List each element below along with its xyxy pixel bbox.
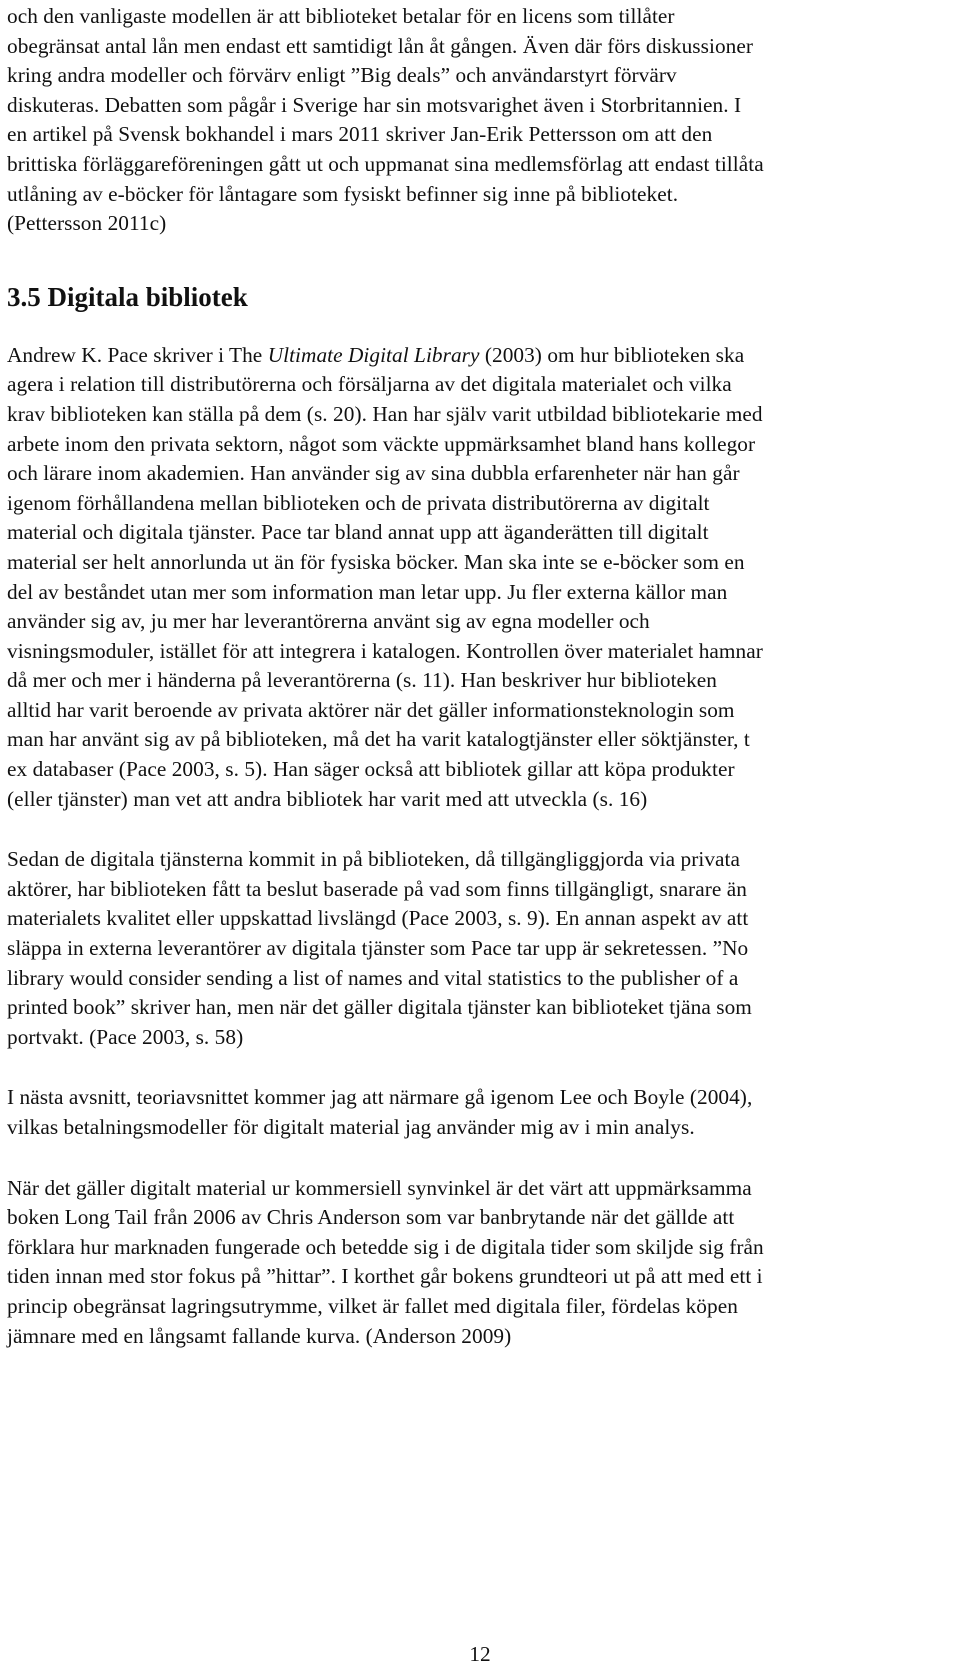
text-line: brittiska förläggareföreningen gått ut och uppmanat sina medlemsförlag att endast tillåta <box>7 151 764 176</box>
text-line: kring andra modeller och förvärv enligt ”Big deals” och användarstyrt förvärv <box>7 63 677 88</box>
text-line: släppa in externa leverantörer av digitala tjänster som Pace tar upp är sekretessen. ”No <box>7 936 749 961</box>
text-line: del av beståndet utan mer som information man letar upp. Ju fler externa källor man <box>7 579 728 604</box>
text-line: aktörer, har biblioteken fått ta beslut baserade på vad som finns tillgängligt, snarare än <box>7 876 747 901</box>
text-line: en artikel på Svensk bokhandel i mars 2011 skriver Jan-Erik Pettersson om att den <box>7 122 713 147</box>
text-line: då mer och mer i händerna på leverantörerna (s. 11). Han beskriver hur biblioteken <box>7 668 717 693</box>
paragraph-next-section <box>7 1083 955 1142</box>
text-line: vilkas betalningsmodeller för digitalt material jag använder mig av i min analys. <box>7 1115 695 1139</box>
text-line: alltid har varit beroende av privata aktörer när det gäller informationsteknologin som <box>7 697 735 722</box>
text-line: man har använt sig av på biblioteken, må det ha varit katalogtjänster eller söktjänster, t <box>7 727 750 752</box>
text-line: I nästa avsnitt, teoriavsnittet kommer jag att närmare gå igenom Lee och Boyle (2004), <box>7 1085 753 1110</box>
text-segment: Andrew K. Pace skriver i The <box>7 342 268 367</box>
paragraph-pace <box>7 341 955 815</box>
text-line: diskuteras. Debatten som pågår i Sverige har sin motsvarighet även i Storbritannien. I <box>7 92 742 117</box>
text-line: princip obegränsat lagringsutrymme, vilket är fallet med digitala filer, fördelas köpen <box>7 1293 738 1318</box>
text-line: tiden innan med stor fokus på ”hittar”. I korthet går bokens grundteori ut på att med ett i <box>7 1264 763 1289</box>
text-line: jämnare med en långsamt fallande kurva. (Anderson 2009) <box>7 1323 512 1348</box>
text-line: Sedan de digitala tjänsterna kommit in på biblioteken, då tillgängliggjorda via privata <box>7 847 740 872</box>
text-line: material ser helt annorlunda ut än för fysiska böcker. Man ska inte se e-böcker som en <box>7 549 745 574</box>
text-line: (eller tjänster) man vet att andra bibliotek har varit med att utveckla (s. 16) <box>7 786 648 811</box>
text-line: arbete inom den privata sektorn, något som väckte uppmärksamhet bland hans kollegor <box>7 431 756 456</box>
text-line <box>7 341 955 371</box>
text-line: och den vanligaste modellen är att biblioteket betalar för en licens som tillåter <box>7 4 675 28</box>
text-line: utlåning av e-böcker för låntagare som fysiskt befinner sig inne på biblioteket. <box>7 181 679 206</box>
text-line: förklara hur marknaden fungerade och betedde sig i de digitala tider som skiljde sig från <box>7 1234 764 1259</box>
text-line: library would consider sending a list of names and vital statistics to the publisher of a <box>7 965 739 990</box>
text-line: visningsmoduler, istället för att integrera i katalogen. Kontrollen över materialet hamnar <box>7 638 763 663</box>
page-number: 12 <box>469 1642 491 1666</box>
text-line: boken Long Tail från 2006 av Chris Anderson som var banbrytande när det gällde att <box>7 1205 735 1230</box>
paragraph-digital-services <box>7 845 955 1052</box>
text-line: (Pettersson 2011c) <box>7 211 167 236</box>
text-line: igenom förhållandena mellan biblioteken och de privata distributörerna av digitalt <box>7 490 710 515</box>
text-line: krav biblioteken kan ställa på dem (s. 20). Han har själv varit utbildad bibliotekarie med <box>7 401 763 426</box>
text-segment: (2003) om hur biblioteken ska <box>479 342 745 367</box>
text-line: använder sig av, ju mer har leverantörerna använt sig av egna modeller och <box>7 609 650 634</box>
text-line: printed book” skriver han, men när det gäller digitala tjänster kan biblioteket tjäna som <box>7 995 752 1020</box>
text-line: och lärare inom akademien. Han använder sig av sina dubbla erfarenheter när han går <box>7 461 740 486</box>
book-title: Ultimate Digital Library <box>267 342 480 367</box>
section-heading: 3.5 Digitala bibliotek <box>7 281 248 312</box>
text-line: När det gäller digitalt material ur kommersiell synvinkel är det värt att uppmärksamma <box>7 1175 752 1200</box>
text-line: ex databaser (Pace 2003, s. 5). Han säger också att bibliotek gillar att köpa produkter <box>7 757 735 782</box>
text-line: materialets kvalitet eller uppskattad livslängd (Pace 2003, s. 9). En annan aspekt av att <box>7 906 749 931</box>
text-line: obegränsat antal lån men endast ett samtidigt lån åt gången. Även där förs diskussioner <box>7 33 753 58</box>
text-line: agera i relation till distributörerna och försäljarna av det digitala materialet och vilka <box>7 372 732 397</box>
paragraph-licensing <box>7 2 955 239</box>
paragraph-long-tail <box>7 1174 955 1352</box>
text-line: portvakt. (Pace 2003, s. 58) <box>7 1024 244 1049</box>
document-page <box>7 0 955 1351</box>
text-line: material och digitala tjänster. Pace tar bland annat upp att äganderätten till digitalt <box>7 520 709 545</box>
